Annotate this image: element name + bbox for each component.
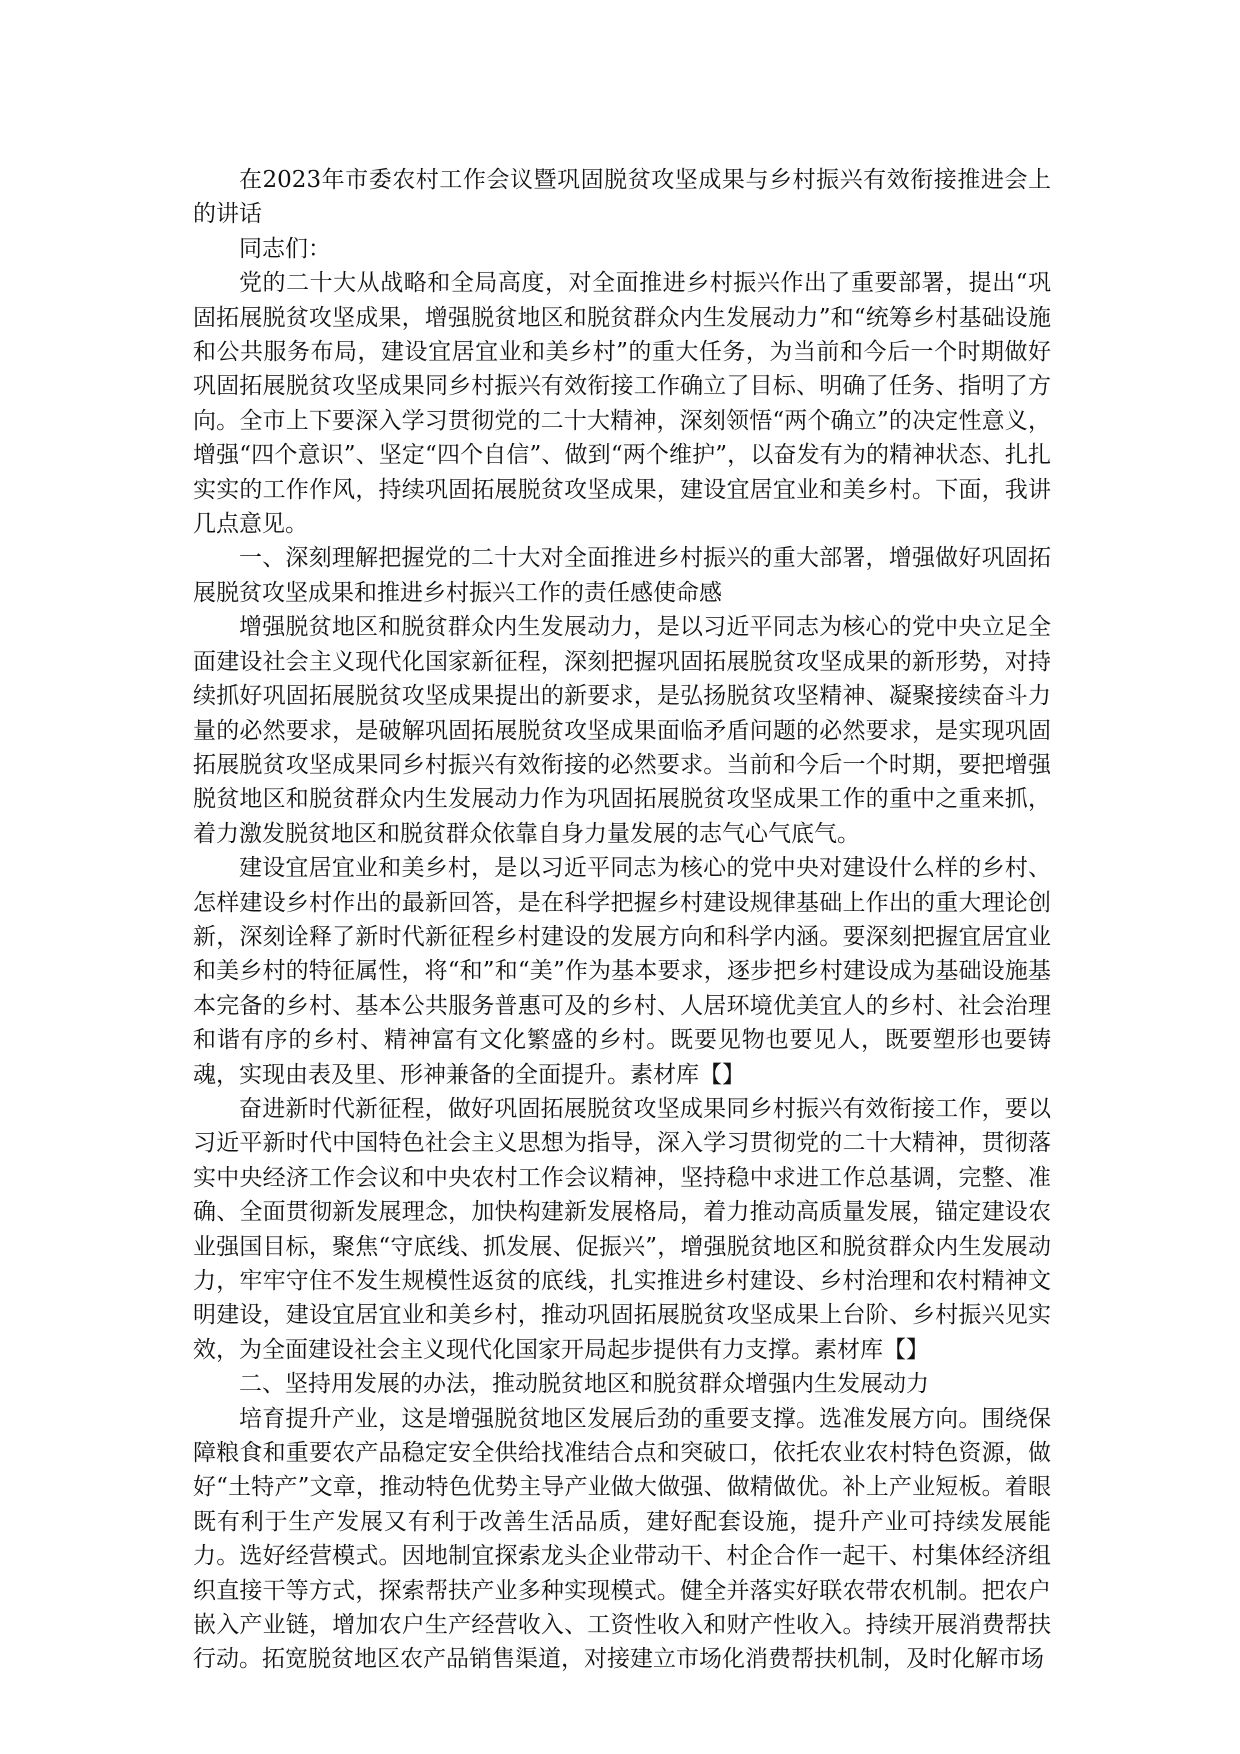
paragraph-intro: 党的二十大从战略和全局高度，对全面推进乡村振兴作出了重要部署，提出“巩固拓展脱贫攻坚成果，增强脱贫地区和脱贫群众内生发展动力”和“统筹乡村基础设施和公共服务布局，建设宜居宜业和美乡村”的重大任务，为当前和今后一个时期做好巩固拓展脱贫攻坚成果同乡村振兴有效衔接工作确立了目标、明确了任务、指明了方向。全市上下要深入学习贯彻党的二十大精神，深刻领悟“两个确立”的决定性意义，增强“四个意识”、坚定“四个自信”、做到“两个维护”，以奋发有为的精神状态、扎扎实实的工作作风，持续巩固拓展脱贫攻坚成果，建设宜居宜业和美乡村。下面，我讲几点意见。 xyxy=(193,270,1051,538)
paragraph: 培育提升产业，这是增强脱贫地区发展后劲的重要支撑。选准发展方向。围绕保障粮食和重要农产品稳定安全供给找准结合点和突破口，依托农业农村特色资源，做好“土特产”文章，推动特色优势主导产业做大做强、做精做优。补上产业短板。着眼既有利于生产发展又有利于改善生活品质，建好配套设施，提升产业可持续发展能力。选好经营模式。因地制宜探索龙头企业带动干、村企合作一起干、村集体经济组织直接干等方式，探索帮扶产业多种实现模式。健全并落实好联农带农机制。把农户嵌入产业链，增加农户生产经营收入、工资性收入和财产性收入。持续开展消费帮扶行动。拓宽脱贫地区农产品销售渠道，对接建立市场化消费帮扶机制，及时化解市场 xyxy=(193,1405,1051,1673)
salutation: 同志们： xyxy=(239,235,331,262)
section-heading-2: 二、坚持用发展的办法，推动脱贫地区和脱贫群众增强内生发展动力 xyxy=(239,1371,929,1398)
document-title: 在2023年市委农村工作会议暨巩固脱贫攻坚成果与乡村振兴有效衔接推进会上的讲话 xyxy=(193,167,1051,228)
section-heading-1: 一、深刻理解把握党的二十大对全面推进乡村振兴的重大部署，增强做好巩固拓展脱贫攻坚成果和推进乡村振兴工作的责任感使命感 xyxy=(193,545,1051,606)
paragraph: 奋进新时代新征程，做好巩固拓展脱贫攻坚成果同乡村振兴有效衔接工作，要以习近平新时代中国特色社会主义思想为指导，深入学习贯彻党的二十大精神，贯彻落实中央经济工作会议和中央农村工作会议精神，坚持稳中求进工作总基调，完整、准确、全面贯彻新发展理念，加快构建新发展格局，着力推动高质量发展，锚定建设农业强国目标，聚焦“守底线、抓发展、促振兴”，增强脱贫地区和脱贫群众内生发展动力，牢牢守住不发生规模性返贫的底线，扎实推进乡村建设、乡村治理和农村精神文明建设，建设宜居宜业和美乡村，推动巩固拓展脱贫攻坚成果上台阶、乡村振兴见实效，为全面建设社会主义现代化国家开局起步提供有力支撑。素材库【】 xyxy=(193,1095,1051,1363)
document-body xyxy=(193,163,1051,1677)
paragraph: 建设宜居宜业和美乡村，是以习近平同志为核心的党中央对建设什么样的乡村、怎样建设乡村作出的最新回答，是在科学把握乡村建设规律基础上作出的重大理论创新，深刻诠释了新时代新征程乡村建设的发展方向和科学内涵。要深刻把握宜居宜业和美乡村的特征属性，将“和”和“美”作为基本要求，逐步把乡村建设成为基础设施基本完备的乡村、基本公共服务普惠可及的乡村、人居环境优美宜人的乡村、社会治理和谐有序的乡村、精神富有文化繁盛的乡村。既要见物也要见人，既要塑形也要铸魂，实现由表及里、形神兼备的全面提升。素材库【】 xyxy=(193,855,1051,1088)
paragraph: 增强脱贫地区和脱贫群众内生发展动力，是以习近平同志为核心的党中央立足全面建设社会主义现代化国家新征程，深刻把握巩固拓展脱贫攻坚成果的新形势，对持续抓好巩固拓展脱贫攻坚成果提出的新要求，是弘扬脱贫攻坚精神、凝聚接续奋斗力量的必然要求，是破解巩固拓展脱贫攻坚成果面临矛盾问题的必然要求，是实现巩固拓展脱贫攻坚成果同乡村振兴有效衔接的必然要求。当前和今后一个时期，要把增强脱贫地区和脱贫群众内生发展动力作为巩固拓展脱贫攻坚成果工作的重中之重来抓，着力激发脱贫地区和脱贫群众依靠自身力量发展的志气心气底气。 xyxy=(193,614,1051,847)
